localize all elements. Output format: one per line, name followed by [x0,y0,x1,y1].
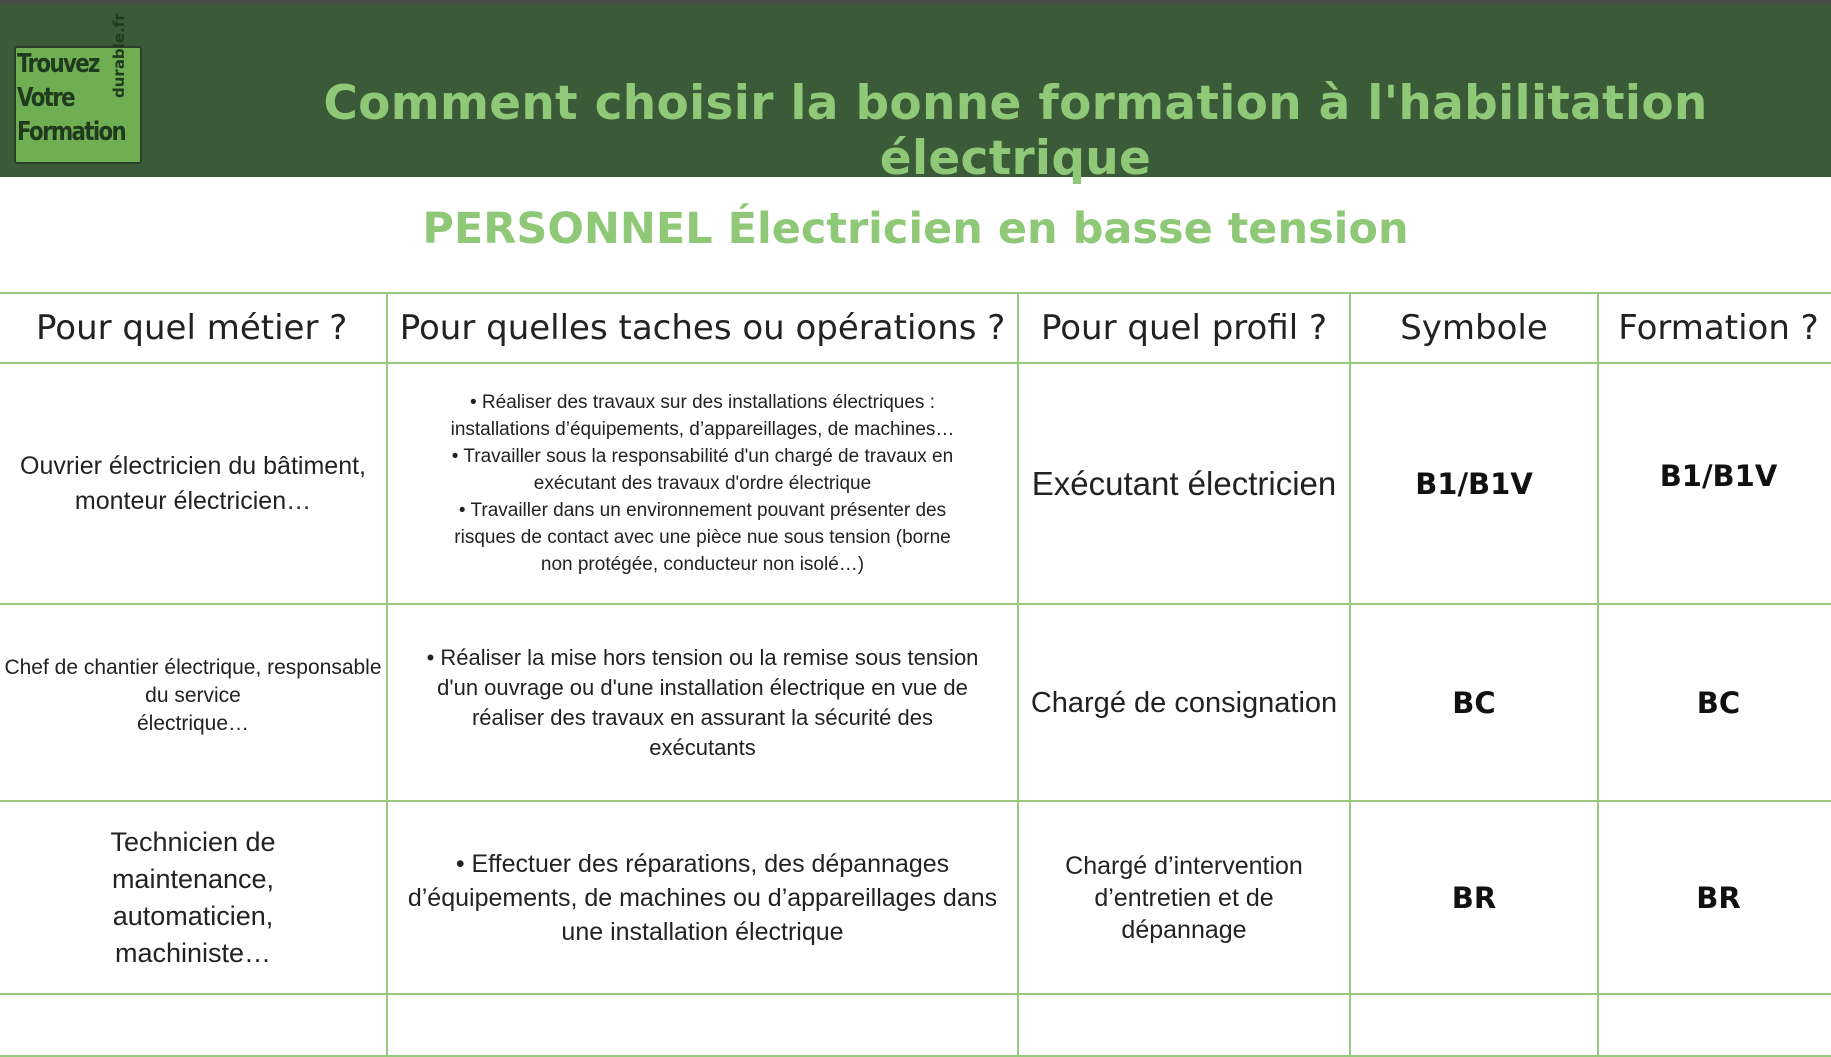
logo-line-3: Formation [17,117,126,147]
symbole-text: BC [1452,685,1496,720]
empty-cell [387,994,1018,1056]
logo-line-2: Votre [17,83,74,113]
formation-cell [1598,604,1831,801]
metier-cell [0,801,387,994]
taches-text: • Réaliser des travaux sur des installations électriques : installations d’équipements, d’appareillages, de machines… • Travailler sous la responsabilité d'un chargé de travaux en exécutant des travaux d'ordre électrique • Travailler dans un environnement pouvant présenter des risques de contact avec une pièce nue sous tension (borne non protégée, conducteur non isolé…) [450,392,955,575]
metier-text: Ouvrier électricien du bâtiment, monteur électricien… [20,451,366,515]
symbole-text: BR [1451,880,1497,915]
empty-cell [1598,994,1831,1056]
taches-text: • Effectuer des réparations, des dépannages d’équipements, de machines ou d’appareillages dans une installation électrique [407,849,998,946]
table-row-empty [0,994,1831,1056]
formation-cell [1598,801,1831,994]
table-row [0,363,1831,604]
taches-text: • Réaliser la mise hors tension ou la remise sous tension d'un ouvrage ou d'une installation électrique en vue de réaliser des travaux en assurant la sécurité des exécutants [426,644,979,760]
header-taches: Pour quelles taches ou opérations ? [387,293,1018,363]
formation-cell [1598,363,1831,604]
empty-cell [1350,994,1598,1056]
header-formation: Formation ? [1598,293,1831,363]
formation-text: B1/B1V [1659,458,1778,493]
logo-line-1: Trouvez [17,49,99,79]
formation-text: BR [1696,880,1741,915]
formation-table [0,292,1831,1057]
profil-cell [1018,801,1350,994]
header-metier: Pour quel métier ? [0,293,387,363]
header-symbole: Symbole [1350,293,1598,363]
empty-cell [1018,994,1350,1056]
symbole-cell [1350,801,1598,994]
metier-cell [0,604,387,801]
header-profil: Pour quel profil ? [1018,293,1350,363]
header-banner [0,4,1831,186]
symbole-text: B1/B1V [1415,466,1533,501]
profil-text: Exécutant électricien [1031,464,1337,502]
empty-cell [0,994,387,1056]
table-row [0,801,1831,994]
symbole-cell [1350,604,1598,801]
table-header-row [0,293,1831,363]
symbole-cell [1350,363,1598,604]
taches-cell [387,801,1018,994]
profil-text: Chargé de consignation [1030,686,1338,719]
table-row [0,604,1831,801]
metier-text: Chef de chantier électrique, responsable du service électrique… [4,655,382,735]
profil-cell [1018,604,1350,801]
profil-cell [1018,363,1350,604]
metier-cell [0,363,387,604]
formation-text: BC [1696,685,1741,720]
page-title: Comment choisir la bonne formation à l'habilitation électrique [323,76,1708,186]
metier-text: Technicien de maintenance, automaticien, machiniste… [110,826,276,968]
taches-cell [387,363,1018,604]
taches-cell [387,604,1018,801]
section-subtitle: PERSONNEL Électricien en basse tension [422,204,1409,254]
logo-side-text: durable.fr [110,13,128,98]
logo [14,13,140,162]
profil-text: Chargé d’intervention d’entretien et de dépannage [1065,851,1303,944]
